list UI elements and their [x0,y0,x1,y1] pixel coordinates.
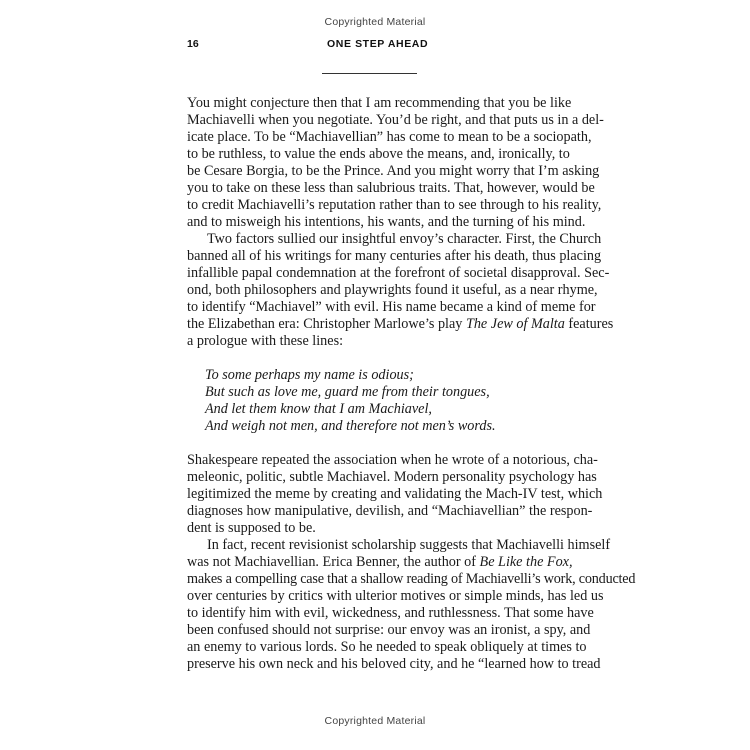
copyright-watermark-top: Copyrighted Material [324,16,426,28]
paragraph-1 [187,95,604,231]
text-line: preserve his own neck and his beloved city, and he “learned how to tread [187,656,601,672]
text-line: infallible papal condemnation at the forefront of societal disapproval. Sec- [187,265,610,281]
text-line: an enemy to various lords. So he needed to speak obliquely at times to [187,639,587,655]
text-line: icate place. To be “Machiavellian” has come to mean to be a sociopath, [187,129,592,145]
text-line: banned all of his writings for many centuries after his death, thus placing [187,248,602,264]
text-line: You might conjecture then that I am recommending that you be like [187,95,572,111]
verse-quote [187,367,553,435]
paragraph-4 [187,537,636,673]
verse-line: And weigh not men, and therefore not men’s words. [205,418,496,434]
running-head: ONE STEP AHEAD [327,38,429,50]
text-line: diagnoses how manipulative, devilish, and “Machiavellian” the respon- [187,503,593,519]
copyright-watermark-bottom: Copyrighted Material [324,715,426,727]
text-line: and to misweigh his intentions, his wants, and the turning of his mind. [187,214,586,230]
text-line: makes a compelling case that a shallow reading of Machiavelli’s work, conducted [187,571,636,587]
paragraph-2 [187,231,614,350]
text-line [187,554,573,571]
book-title: The Jew of Malta [465,316,565,332]
verse-line: To some perhaps my name is odious; [205,367,414,383]
page-number: 16 [187,38,199,50]
text-line: you to take on these less than salubrious traits. That, however, would be [187,180,595,196]
text-line: to credit Machiavelli’s reputation rather than to see through to his reality, [187,197,602,213]
text-line: Shakespeare repeated the association when he wrote of a notorious, cha- [187,452,598,468]
page-body [187,95,636,673]
text-line: legitimized the meme by creating and validating the Mach-IV test, which [187,486,603,502]
text-span: the Elizabethan era: Christopher Marlowe’s play [187,316,466,332]
text-line: to identify him with evil, wickedness, and ruthlessness. That some have [187,605,594,621]
verse-line: And let them know that I am Machiavel, [205,401,432,417]
text-line: been confused should not surprise: our envoy was an ironist, a spy, and [187,622,591,638]
text-line: In fact, recent revisionist scholarship suggests that Machiavelli himself [207,537,611,553]
text-line: over centuries by critics with ulterior motives or simple minds, has led us [187,588,604,604]
text-line: Machiavelli when you negotiate. You’d be right, and that puts us in a del- [187,112,604,128]
text-line: ond, both philosophers and playwrights found it useful, as a near rhyme, [187,282,598,298]
text-line: to be ruthless, to value the ends above the means, and, ironically, to [187,146,570,162]
verse-line: But such as love me, guard me from their tongues, [205,384,490,400]
book-title: Be Like the Fox, [479,554,573,570]
text-line: dent is supposed to be. [187,520,316,536]
text-line: Two factors sullied our insightful envoy’s character. First, the Church [207,231,602,247]
text-span: features [564,316,614,332]
paragraph-3 [187,452,603,537]
text-line: be Cesare Borgia, to be the Prince. And you might worry that I’m asking [187,163,600,179]
text-line: meleonic, politic, subtle Machiavel. Modern personality psychology has [187,469,597,485]
text-span: was not Machiavellian. Erica Benner, the author of [187,554,480,570]
text-line [187,316,614,333]
text-line: a prologue with these lines: [187,333,344,349]
text-line: to identify “Machiavel” with evil. His name became a kind of meme for [187,299,596,315]
header-rule [322,73,417,74]
